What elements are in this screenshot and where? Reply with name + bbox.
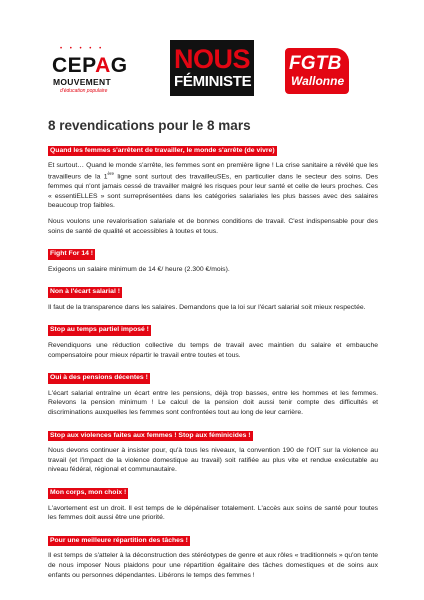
section-heading: Stop au temps partiel imposé ! [48,325,151,335]
section [48,481,378,523]
section-paragraph: Nous devons continuer à insister pour, qu'à tous les niveaux, la convention 190 de l'OIT sur la violence au travail (et l'impact de la violence domestique au travail) soit ratifiée au plus vite et rendue exécutable au niveau fédéral, régional et communautaire. [48,447,378,474]
page-title: 8 revendications pour le 8 mars [48,118,251,133]
fgtb-line1: FGTB [289,53,342,74]
section [48,280,378,312]
section-heading: Oui à des pensions décentes ! [48,373,150,383]
cepag-subtitle: MOUVEMENT [53,77,111,87]
section [48,139,378,236]
cepag-tagline: d'éducation populaire [60,88,108,94]
logo-bar [48,40,388,100]
cepag-stars: • • • • • [60,46,105,52]
section [48,366,378,417]
nous-feministe-line2: FÉMINISTE [174,73,252,90]
section-paragraph: L'écart salarial entraîne un écart entre les pensions, déjà trop basses, entre les hommes et les femmes. Relevons la pension minimum ! Le calcul de la pension doit aussi tenir compte des difficultés et discriminations auxquelles les femmes sont confrontées tout au long de leur carrière. [48,389,378,417]
section-paragraph: Il faut de la transparence dans les salaires. Demandons que la loi sur l'écart salarial soit mieux respectée. [48,303,366,311]
cepag-wordmark: CEPAG [52,54,128,77]
document-body [48,118,378,586]
section-paragraph: Exigeons un salaire minimum de 14 €/ heure (2.300 €/mois). [48,265,230,273]
section-paragraph: Et surtout… Quand le monde s'arrête, les femmes sont en première ligne ! La crise sanitaire a révélé que les travailleurs de la 1ère ligne sont surtout des travailleuSEs, en particulier dans le secteur des soins. Des femmes qui n'ont jamais cessé de travailler malgré les risques pour leur santé et celle de leurs proches. Ces « essentiELLES » sont surreprésentées dans les catégories salariales les plus basses avec des salaires beaucoup trop faibles. [48,162,378,210]
section-paragraph: Nous voulons une revalorisation salariale et de bonnes conditions de travail. C'est indispensable pour des soins de santé de qualité et accessibles à toutes et tous. [48,217,378,235]
section-heading: Fight For 14 ! [48,249,95,259]
section-heading: Non à l'écart salarial ! [48,287,122,297]
fgtb-logo [285,48,349,94]
section-paragraph: Il est temps de s'atteler à la déconstruction des stéréotypes de genre et aux rôles « traditionnels » qu'on tente de nous imposer Nous plaidons pour une répartition égalitaire des tâches domestiques et de soins aux enfants ou personnes dépendantes. Libérons le temps des femmes ! [48,552,378,579]
section-heading: Mon corps, mon choix ! [48,488,128,498]
cepag-logo [48,46,138,98]
section [48,529,378,580]
section [48,242,378,274]
section-heading: Quand les femmes s'arrêtent de travailler, le monde s'arrête (de vivre) [48,146,277,156]
section-heading: Stop aux violences faites aux femmes ! Stop aux féminicides ! [48,431,253,441]
section-heading: Pour une meilleure répartition des tâches ! [48,536,190,546]
section [48,318,378,360]
fgtb-line2: Wallonne [291,74,345,88]
sections [48,139,378,580]
section [48,424,378,475]
section-paragraph: Revendiquons une réduction collective du temps de travail avec maintien du salaire et embauche compensatoire pour mieux répartir le travail entre toutes et tous. [48,341,378,359]
nous-feministe-logo [170,40,254,96]
nous-feministe-line1: NOUS [174,44,251,74]
section-paragraph: L'avortement est un droit. Il est temps de le dépénaliser totalement. L'accès aux soins de santé pour toutes les femmes doit aussi être une priorité. [48,504,378,522]
